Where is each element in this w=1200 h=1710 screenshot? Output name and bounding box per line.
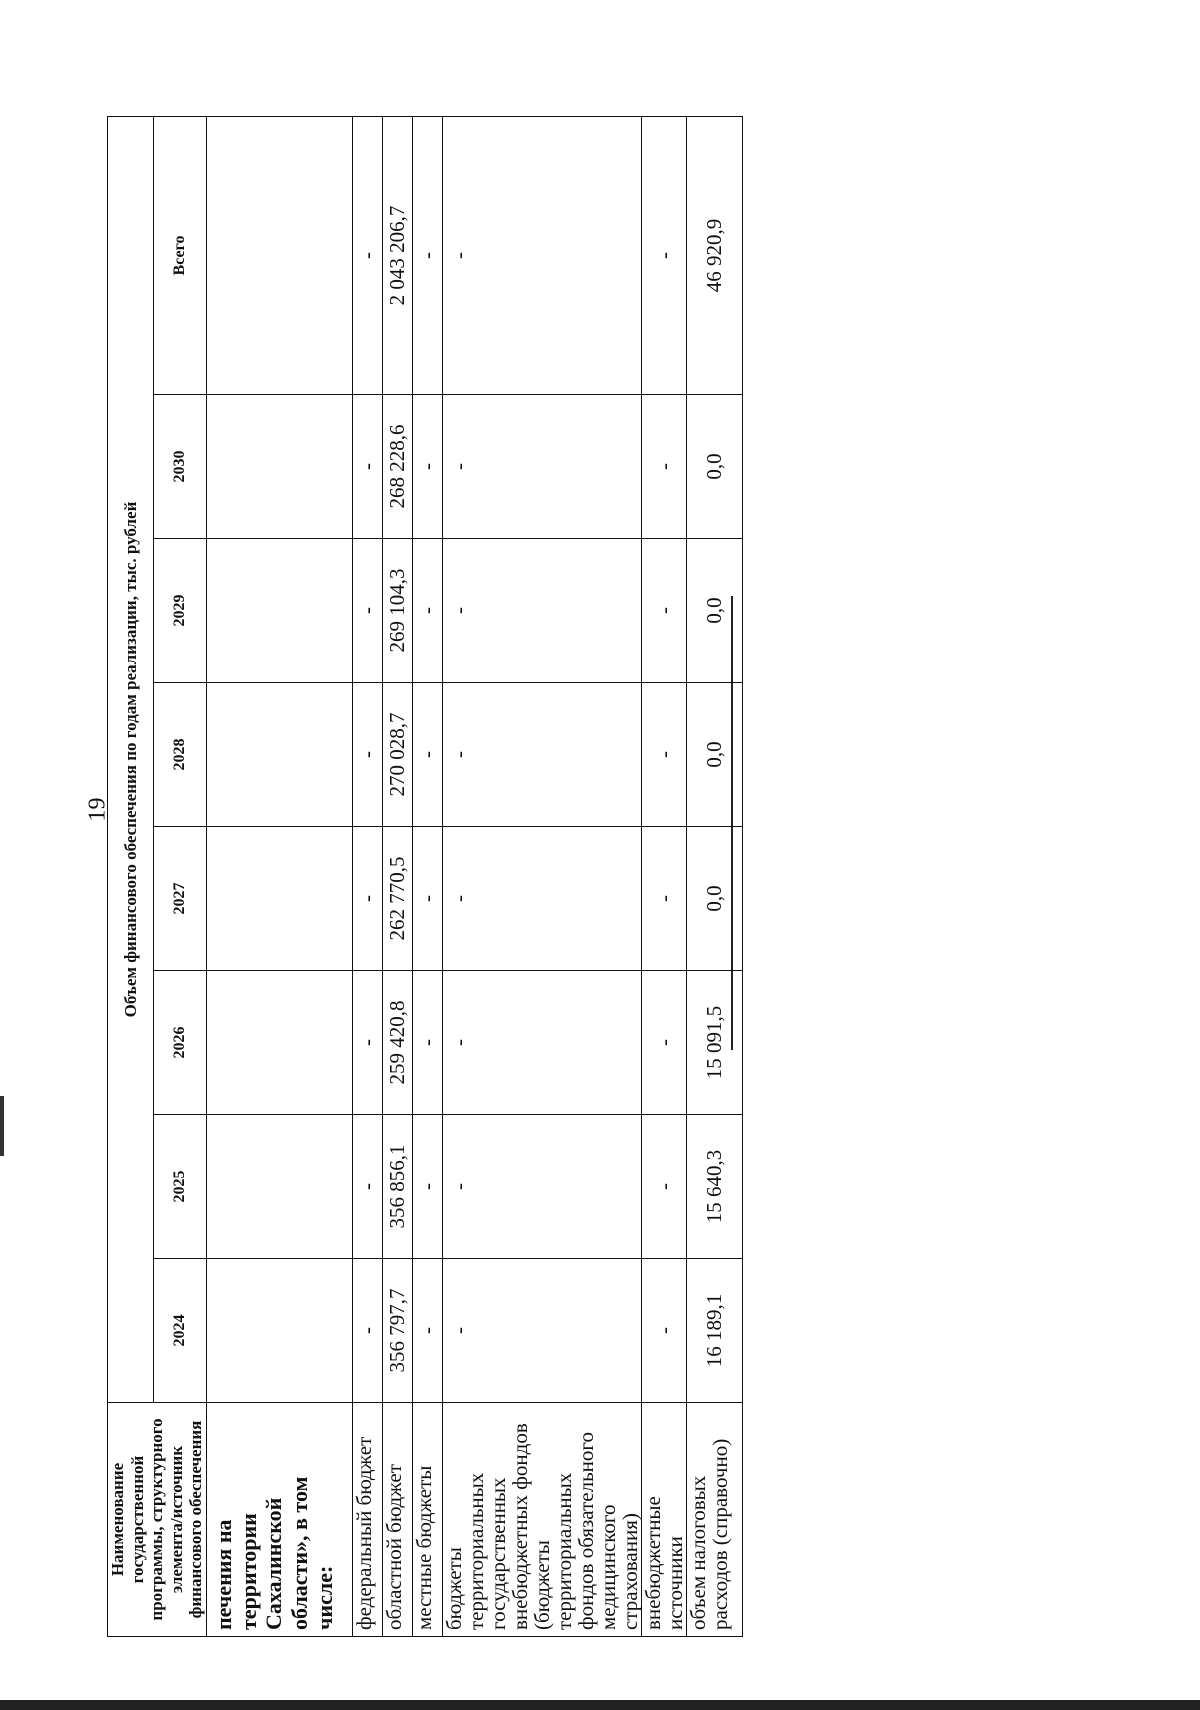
cell-value xyxy=(206,1115,352,1259)
cell-value: - xyxy=(352,539,382,683)
cell-value xyxy=(206,971,352,1115)
cell-value: - xyxy=(412,683,442,827)
row-label: местные бюджеты xyxy=(412,1403,442,1637)
header-year: 2028 xyxy=(153,683,206,827)
cell-value: 259 420,8 xyxy=(382,971,412,1115)
cell-value: - xyxy=(442,1259,641,1403)
cell-value: - xyxy=(642,1115,687,1259)
financing-table xyxy=(107,116,743,1637)
rotated-table-wrapper xyxy=(107,117,1117,1637)
cell-value: - xyxy=(412,539,442,683)
cell-value: 0,0 xyxy=(687,539,743,683)
cell-value: - xyxy=(442,1115,641,1259)
cell-value: - xyxy=(352,117,382,395)
cell-value: - xyxy=(352,1115,382,1259)
header-name-column: Наименование государственной программы, структурного элемента/источник финансового обеспечения xyxy=(108,1403,207,1637)
cell-value xyxy=(206,1259,352,1403)
table-row xyxy=(687,117,743,1637)
table-row xyxy=(206,117,352,1637)
table-row xyxy=(642,117,687,1637)
cell-value: - xyxy=(442,539,641,683)
cell-value: - xyxy=(412,395,442,539)
binder-mark xyxy=(0,1096,4,1156)
header-year: 2030 xyxy=(153,395,206,539)
cell-value: 0,0 xyxy=(687,827,743,971)
row-label: областной бюджет xyxy=(382,1403,412,1637)
cell-value: - xyxy=(642,683,687,827)
cell-value: - xyxy=(352,971,382,1115)
cell-value: - xyxy=(352,395,382,539)
page-bottom-edge xyxy=(0,1700,1200,1710)
cell-value: - xyxy=(412,1259,442,1403)
cell-value: - xyxy=(642,827,687,971)
row-label: федеральный бюджет xyxy=(352,1403,382,1637)
cell-value: - xyxy=(352,827,382,971)
cell-value: - xyxy=(642,971,687,1115)
header-year: 2026 xyxy=(153,971,206,1115)
table-row xyxy=(412,117,442,1637)
cell-value: - xyxy=(412,117,442,395)
cell-value: - xyxy=(412,1115,442,1259)
header-row-group xyxy=(108,117,154,1637)
cell-value: - xyxy=(412,827,442,971)
cell-value: 16 189,1 xyxy=(687,1259,743,1403)
cell-value: 0,0 xyxy=(687,395,743,539)
cell-value: 46 920,9 xyxy=(687,117,743,395)
cell-value: 15 091,5 xyxy=(687,971,743,1115)
cell-value: - xyxy=(442,683,641,827)
header-year: 2027 xyxy=(153,827,206,971)
cell-value: 15 640,3 xyxy=(687,1115,743,1259)
table-row xyxy=(382,117,412,1637)
page-number: 19 xyxy=(84,797,111,822)
cell-value: - xyxy=(642,1259,687,1403)
cell-value: - xyxy=(442,395,641,539)
cell-value: - xyxy=(352,1259,382,1403)
cell-value xyxy=(206,117,352,395)
cell-value: 268 228,6 xyxy=(382,395,412,539)
cell-value: - xyxy=(642,395,687,539)
cell-value: 270 028,7 xyxy=(382,683,412,827)
cell-value: 262 770,5 xyxy=(382,827,412,971)
row-label: объем налоговых расходов (справочно) xyxy=(687,1403,743,1637)
cell-value: - xyxy=(642,117,687,395)
header-year: 2029 xyxy=(153,539,206,683)
header-financing-group: Объем финансового обеспечения по годам реализации, тыс. рублей xyxy=(108,117,154,1403)
cell-value: - xyxy=(442,827,641,971)
cell-value: 356 856,1 xyxy=(382,1115,412,1259)
cell-value: - xyxy=(642,539,687,683)
cell-value: - xyxy=(352,683,382,827)
cell-value: - xyxy=(442,117,641,395)
header-year: 2025 xyxy=(153,1115,206,1259)
cell-value xyxy=(206,827,352,971)
row-label: бюджеты территориальных государственных внебюджетных фондов (бюджеты территориальных фондов обязательного медицинского страхования) xyxy=(442,1403,641,1637)
cell-value: 0,0 xyxy=(687,683,743,827)
header-total: Всего xyxy=(153,117,206,395)
header-year: 2024 xyxy=(153,1259,206,1403)
cell-value: - xyxy=(412,971,442,1115)
row-label: печения на территории Сахалинской области», в том числе: xyxy=(206,1403,352,1637)
cell-value: 269 104,3 xyxy=(382,539,412,683)
cell-value xyxy=(206,539,352,683)
table-row xyxy=(442,117,641,1637)
cell-value xyxy=(206,395,352,539)
cell-value: 2 043 206,7 xyxy=(382,117,412,395)
cell-value: 356 797,7 xyxy=(382,1259,412,1403)
table-row xyxy=(352,117,382,1637)
cell-value: - xyxy=(442,971,641,1115)
row-label: внебюджетные источники xyxy=(642,1403,687,1637)
cell-value xyxy=(206,683,352,827)
